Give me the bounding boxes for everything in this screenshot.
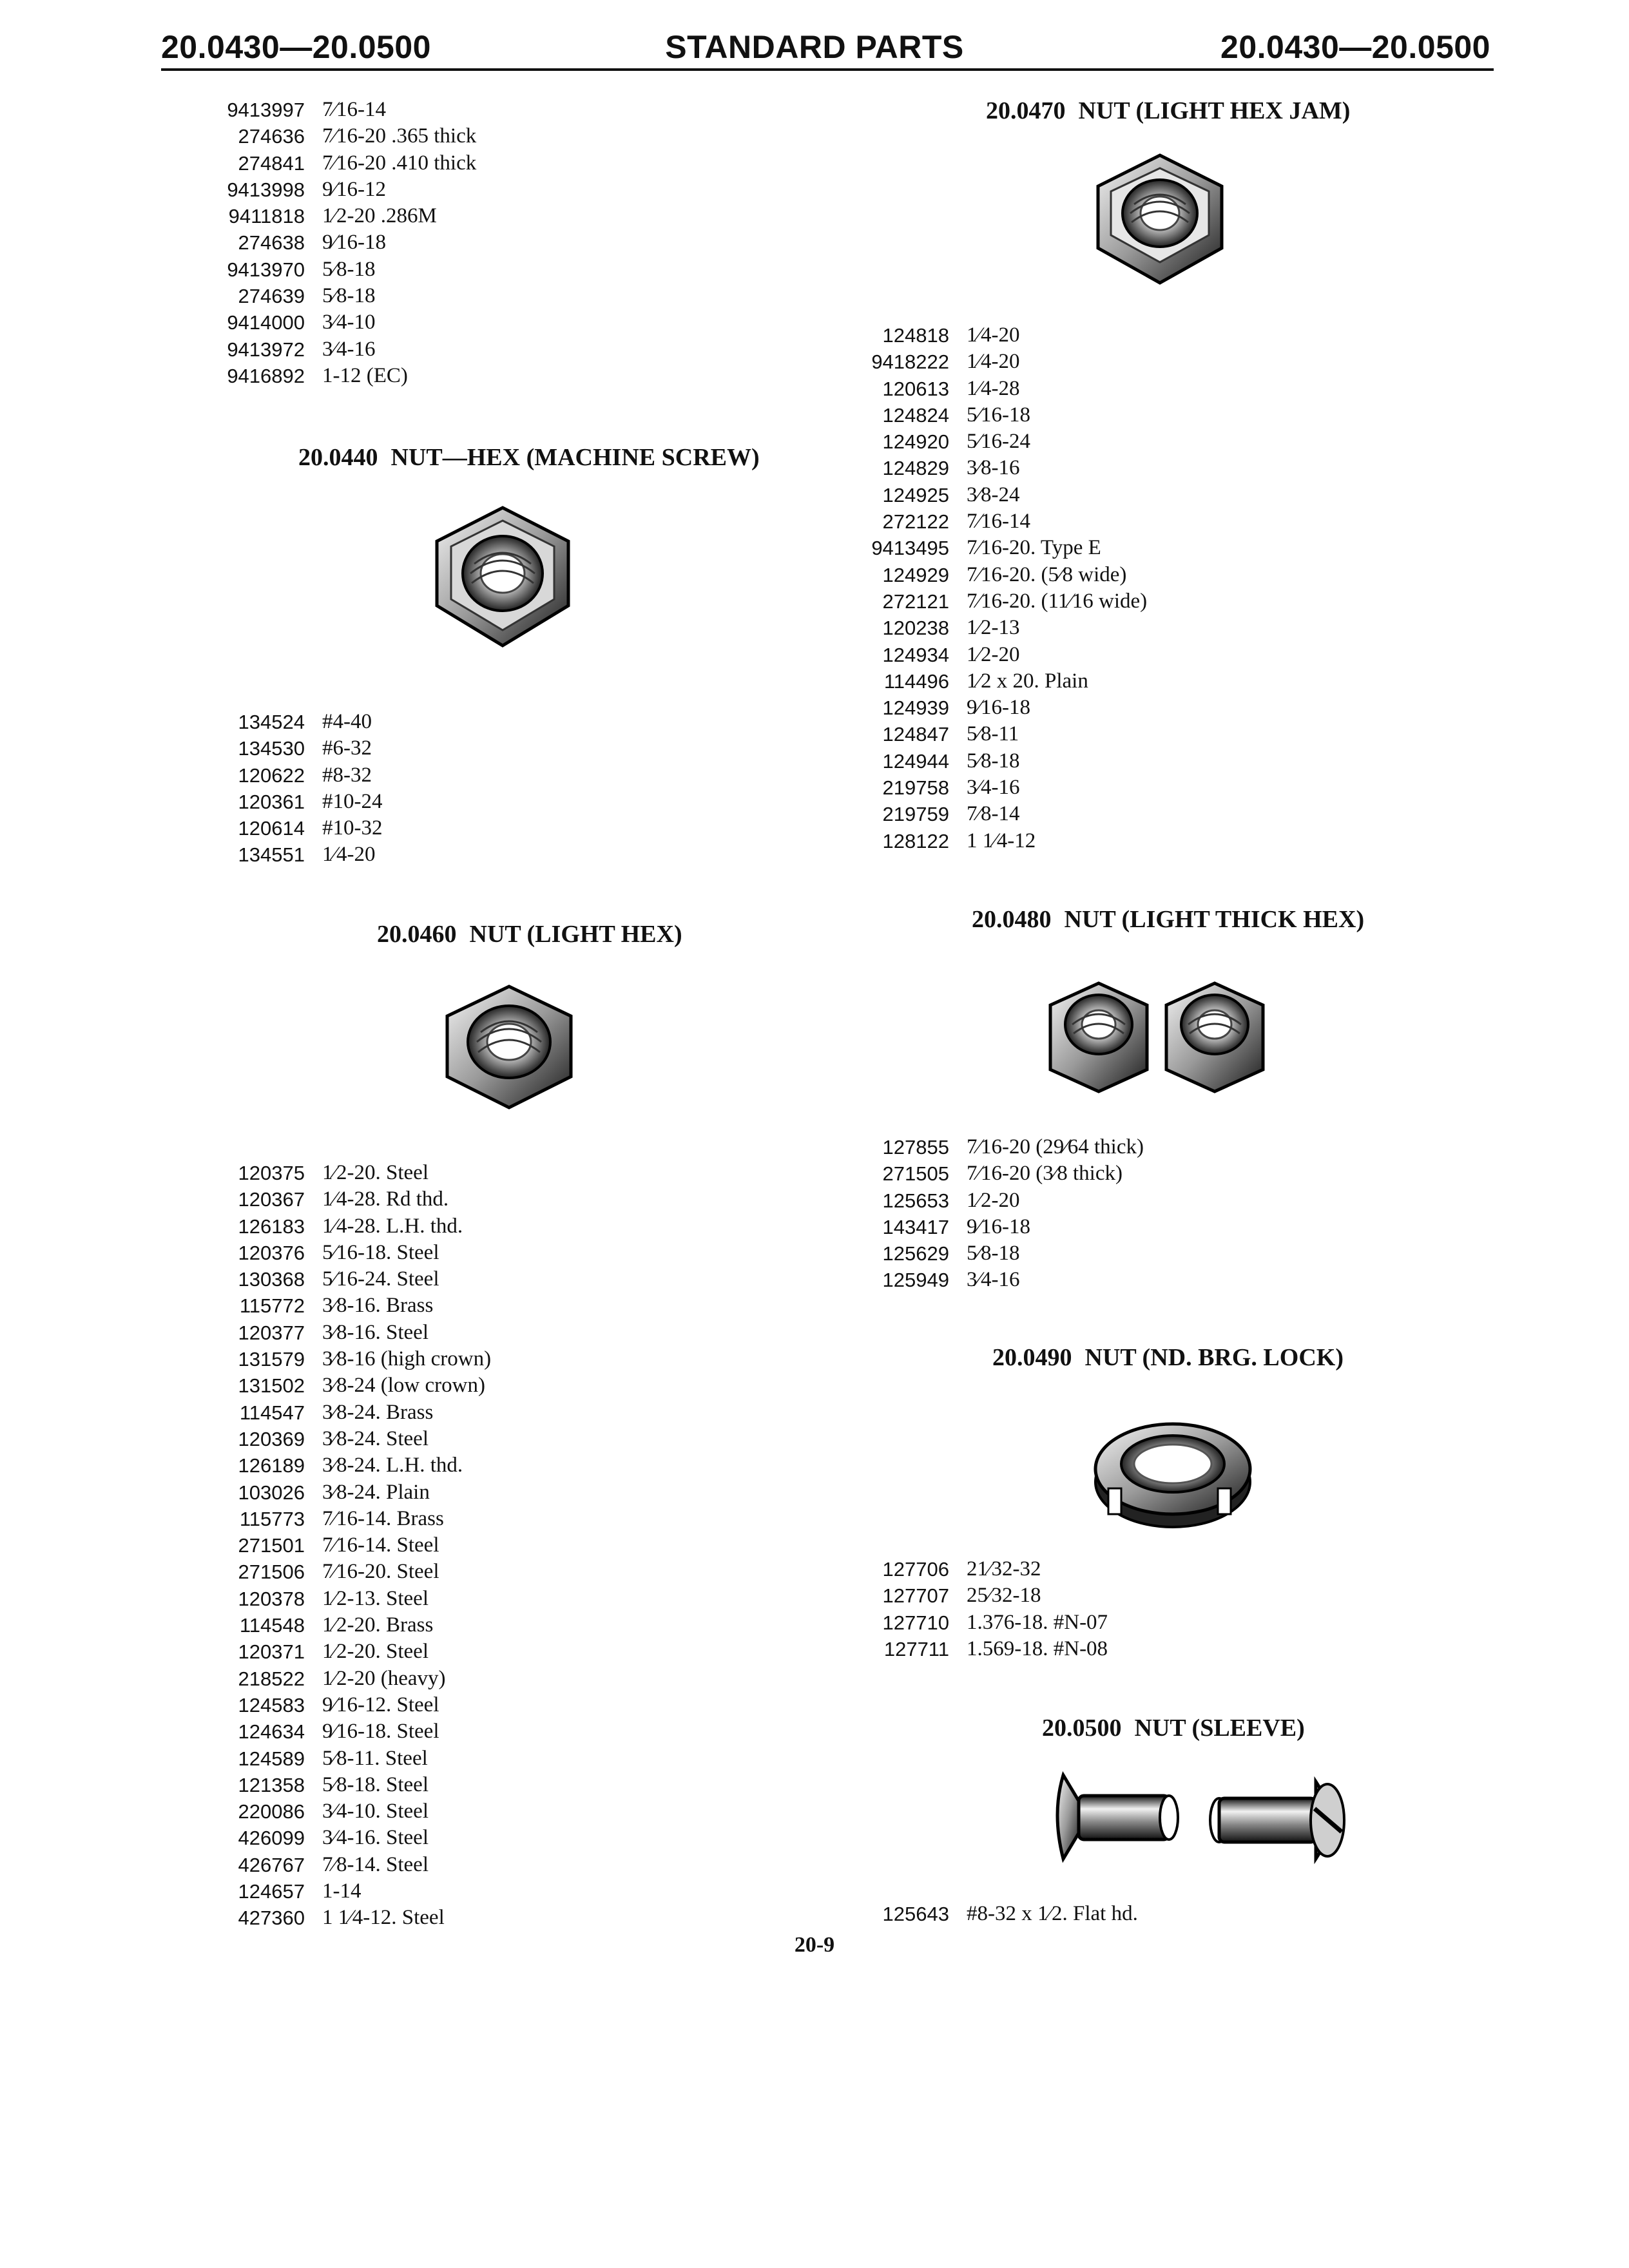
- part-size: 7⁄16-20 (29⁄64 thick): [967, 1135, 1144, 1158]
- part-size: 5⁄8-18: [322, 284, 376, 308]
- part-number: 114496: [883, 669, 949, 693]
- part-size: 1⁄2-20: [967, 1188, 1020, 1212]
- part-number: 125949: [882, 1269, 949, 1292]
- part-size: 9⁄16-18: [967, 696, 1030, 720]
- part-number: 219759: [882, 803, 949, 826]
- part-size: 1⁄4-20: [322, 843, 376, 867]
- part-number: 9413997: [227, 99, 305, 121]
- part-number: 114547: [239, 1401, 305, 1424]
- part-size: 1⁄2-20 .286M: [322, 204, 437, 228]
- part-size: 3⁄4-10: [322, 311, 376, 334]
- header-left-range: 20.0430—20.0500: [161, 29, 431, 65]
- part-size: 1⁄4-20: [967, 323, 1020, 347]
- part-number: 426767: [238, 1853, 305, 1876]
- part-number: 124929: [882, 563, 949, 586]
- part-number: 114548: [239, 1614, 305, 1637]
- part-size: 21⁄32-32: [967, 1557, 1041, 1581]
- part-size: 9⁄16-18: [322, 231, 386, 255]
- part-size: 7⁄16-20 (3⁄8 thick): [967, 1162, 1123, 1186]
- part-number: 120238: [882, 617, 949, 640]
- section-heading-20-0440: [298, 443, 760, 472]
- part-number: 121358: [238, 1773, 305, 1796]
- part-size: 9⁄16-12: [322, 177, 386, 201]
- part-size: 5⁄16-18. Steel: [322, 1240, 439, 1264]
- section-code: 20.0500: [1042, 1715, 1122, 1742]
- part-number: 271505: [882, 1162, 949, 1186]
- part-number: 271506: [238, 1561, 305, 1584]
- part-size: 1-14: [322, 1879, 361, 1903]
- part-number: 131579: [238, 1348, 305, 1371]
- part-number: 274636: [238, 125, 305, 148]
- section-heading-20-0470: [986, 97, 1350, 125]
- part-number: 103026: [238, 1481, 305, 1504]
- part-number: 134530: [238, 737, 305, 760]
- part-number: 427360: [238, 1907, 305, 1930]
- part-size: #6-32: [322, 736, 372, 760]
- part-size: 1⁄2-13. Steel: [322, 1586, 429, 1610]
- part-number: 128122: [882, 829, 949, 852]
- part-size: 7⁄16-14. Steel: [322, 1533, 439, 1557]
- part-number: 220086: [238, 1800, 305, 1823]
- part-size: 5⁄8-18: [967, 749, 1020, 773]
- part-size: 3⁄8-24 (low crown): [322, 1374, 485, 1398]
- part-size: 1⁄2 x 20. Plain: [967, 669, 1088, 693]
- part-size: 7⁄16-14: [967, 510, 1030, 533]
- part-size: 9⁄16-18. Steel: [322, 1720, 439, 1744]
- part-size: 3⁄4-16: [967, 776, 1020, 800]
- part-number: 9413998: [227, 178, 305, 201]
- part-number: 124944: [882, 749, 949, 773]
- part-size: 5⁄8-11: [967, 722, 1019, 746]
- part-number: 127707: [882, 1584, 949, 1608]
- part-number: 120375: [238, 1162, 305, 1184]
- part-size: 1-12 (EC): [322, 363, 408, 387]
- part-number: 124589: [238, 1747, 305, 1770]
- part-size: 7⁄16-20. Type E: [967, 536, 1101, 560]
- part-size: #8-32 x 1⁄2. Flat hd.: [967, 1902, 1138, 1925]
- part-size: 5⁄8-18. Steel: [322, 1773, 429, 1796]
- part-number: 272122: [882, 510, 949, 533]
- part-size: 5⁄16-24. Steel: [322, 1267, 439, 1291]
- section-code: 20.0490: [992, 1344, 1072, 1371]
- part-size: 1⁄2-20. Steel: [322, 1640, 429, 1664]
- part-size: 1⁄2-20. Brass: [322, 1613, 434, 1637]
- part-size: 3⁄8-24: [967, 483, 1020, 506]
- part-size: #8-32: [322, 763, 372, 787]
- part-size: 7⁄16-14. Brass: [322, 1506, 444, 1530]
- section-title: NUT—HEX (MACHINE SCREW): [390, 444, 760, 471]
- part-size: 1⁄4-28. Rd thd.: [322, 1187, 449, 1211]
- part-number: 134551: [238, 843, 305, 867]
- header-title: STANDARD PARTS: [665, 29, 964, 65]
- part-number: 120367: [238, 1188, 305, 1211]
- part-number: 120613: [882, 377, 949, 400]
- part-number: 120377: [238, 1321, 305, 1344]
- part-number: 124934: [882, 643, 949, 666]
- section-code: 20.0440: [298, 444, 378, 471]
- part-number: 274639: [238, 285, 305, 308]
- part-size: 1⁄4-20: [967, 350, 1020, 374]
- part-number: 120376: [238, 1241, 305, 1264]
- part-number: 115772: [239, 1294, 305, 1318]
- part-size: 1⁄4-28: [967, 376, 1020, 400]
- part-size: 1⁄2-20. Steel: [322, 1161, 429, 1184]
- part-number: 9414000: [227, 311, 305, 334]
- section-title: NUT (LIGHT HEX): [469, 921, 682, 948]
- part-size: 3⁄8-16: [967, 456, 1020, 480]
- part-number: 134524: [238, 711, 305, 733]
- part-number: 124925: [882, 483, 949, 506]
- part-number: 9413970: [227, 258, 305, 281]
- light-hex-jam-nut-image: [1089, 151, 1231, 287]
- part-size: 1⁄2-20: [967, 642, 1020, 666]
- part-size: 5⁄8-11. Steel: [322, 1746, 428, 1770]
- part-number: 130368: [238, 1268, 305, 1291]
- part-size: 3⁄8-16. Brass: [322, 1294, 434, 1318]
- part-number: 271501: [238, 1534, 305, 1557]
- part-size: 7⁄8-14. Steel: [322, 1852, 429, 1876]
- section-title: NUT (SLEEVE): [1134, 1715, 1305, 1742]
- part-number: 127711: [883, 1637, 949, 1660]
- part-number: 426099: [238, 1827, 305, 1850]
- part-number: 274841: [238, 151, 305, 175]
- part-number: 124818: [882, 324, 949, 347]
- part-size: 7⁄16-20. Steel: [322, 1560, 439, 1584]
- page-number: 20-9: [794, 1933, 835, 1957]
- part-number: 120371: [238, 1640, 305, 1664]
- section-heading-20-0460: [377, 920, 682, 948]
- part-size: 7⁄16-14: [322, 98, 386, 121]
- part-size: 3⁄8-24. Plain: [322, 1480, 430, 1504]
- part-number: 120361: [238, 790, 305, 813]
- part-number: 124583: [238, 1693, 305, 1716]
- part-size: 5⁄8-18: [322, 257, 376, 281]
- part-size: 3⁄8-16. Steel: [322, 1320, 429, 1344]
- part-number: 143417: [882, 1215, 949, 1238]
- part-number: 124657: [238, 1880, 305, 1903]
- part-size: 3⁄4-16: [967, 1268, 1020, 1292]
- section-heading-20-0480: [972, 905, 1364, 934]
- part-size: 1 1⁄4-12. Steel: [322, 1906, 445, 1930]
- section-title: NUT (LIGHT THICK HEX): [1064, 906, 1365, 933]
- machine-screw-hex-nut-image: [425, 503, 580, 651]
- part-size: 7⁄16-20 .410 thick: [322, 151, 477, 175]
- part-number: 127710: [882, 1611, 949, 1634]
- part-number: 125629: [882, 1242, 949, 1265]
- part-number: 124920: [882, 430, 949, 454]
- light-thick-hex-nut-image: [1044, 979, 1269, 1095]
- part-size: 7⁄16-20. (5⁄8 wide): [967, 562, 1127, 586]
- section-title: NUT (ND. BRG. LOCK): [1084, 1344, 1344, 1371]
- part-number: 9418222: [871, 351, 949, 374]
- section-code: 20.0480: [972, 906, 1052, 933]
- part-size: 25⁄32-18: [967, 1584, 1041, 1608]
- part-number: 124634: [238, 1720, 305, 1744]
- part-size: 1.569-18. #N-08: [967, 1637, 1108, 1660]
- part-number: 120622: [238, 764, 305, 787]
- part-number: 9413495: [871, 537, 949, 560]
- sleeve-nut-image: [1050, 1769, 1360, 1872]
- part-size: 7⁄16-20. (11⁄16 wide): [967, 589, 1148, 613]
- part-number: 120614: [238, 817, 305, 840]
- part-size: 5⁄16-24: [967, 430, 1030, 454]
- part-number: 120378: [238, 1587, 305, 1610]
- part-number: 9411818: [228, 205, 305, 228]
- part-number: 124829: [882, 457, 949, 480]
- part-number: 125653: [882, 1189, 949, 1212]
- part-size: 3⁄8-24. Steel: [322, 1427, 429, 1450]
- part-size: 1⁄4-28. L.H. thd.: [322, 1214, 463, 1238]
- part-size: 5⁄8-18: [967, 1242, 1020, 1265]
- part-number: 218522: [238, 1667, 305, 1690]
- part-number: 131502: [238, 1374, 305, 1398]
- section-heading-20-0490: [992, 1343, 1344, 1372]
- part-size: 9⁄16-12. Steel: [322, 1693, 439, 1716]
- part-size: 7⁄16-20 .365 thick: [322, 124, 477, 148]
- part-number: 127855: [882, 1136, 949, 1158]
- part-size: 3⁄8-24. Brass: [322, 1400, 434, 1424]
- part-size: 3⁄4-16: [322, 337, 376, 361]
- part-number: 9413972: [227, 338, 305, 361]
- part-number: 127706: [882, 1558, 949, 1581]
- part-number: 124847: [882, 723, 949, 746]
- bearing-lock-nut-image: [1089, 1405, 1257, 1533]
- part-size: 1.376-18. #N-07: [967, 1610, 1108, 1634]
- part-number: 272121: [882, 590, 949, 613]
- part-size: 1⁄2-20 (heavy): [322, 1666, 446, 1690]
- part-number: 126183: [238, 1215, 305, 1238]
- part-size: #4-40: [322, 710, 372, 733]
- header-rule: [161, 68, 1494, 71]
- part-number: 120369: [238, 1427, 305, 1450]
- part-number: 124824: [882, 403, 949, 427]
- part-size: 3⁄4-10. Steel: [322, 1800, 429, 1823]
- part-number: 115773: [239, 1507, 305, 1530]
- light-hex-nut-image: [438, 983, 580, 1111]
- part-size: 3⁄8-24. L.H. thd.: [322, 1454, 463, 1477]
- part-number: 125643: [882, 1903, 949, 1925]
- part-size: 9⁄16-18: [967, 1215, 1030, 1238]
- section-heading-20-0500: [1042, 1714, 1305, 1742]
- part-number: 9416892: [227, 364, 305, 387]
- part-number: 124939: [882, 697, 949, 720]
- part-size: #10-24: [322, 789, 383, 813]
- section-code: 20.0470: [986, 97, 1066, 124]
- part-size: 3⁄4-16. Steel: [322, 1826, 429, 1850]
- part-size: 5⁄16-18: [967, 403, 1030, 427]
- part-size: 3⁄8-16 (high crown): [322, 1347, 492, 1371]
- part-number: 274638: [238, 231, 305, 255]
- section-code: 20.0460: [377, 921, 457, 948]
- part-size: 1 1⁄4-12: [967, 829, 1036, 852]
- part-size: 7⁄8-14: [967, 802, 1020, 826]
- part-size: 1⁄2-13: [967, 616, 1020, 640]
- header-right-range: 20.0430—20.0500: [1220, 29, 1490, 65]
- part-number: 219758: [882, 776, 949, 800]
- part-size: #10-32: [322, 816, 383, 840]
- part-number: 126189: [238, 1454, 305, 1477]
- section-title: NUT (LIGHT HEX JAM): [1078, 97, 1351, 124]
